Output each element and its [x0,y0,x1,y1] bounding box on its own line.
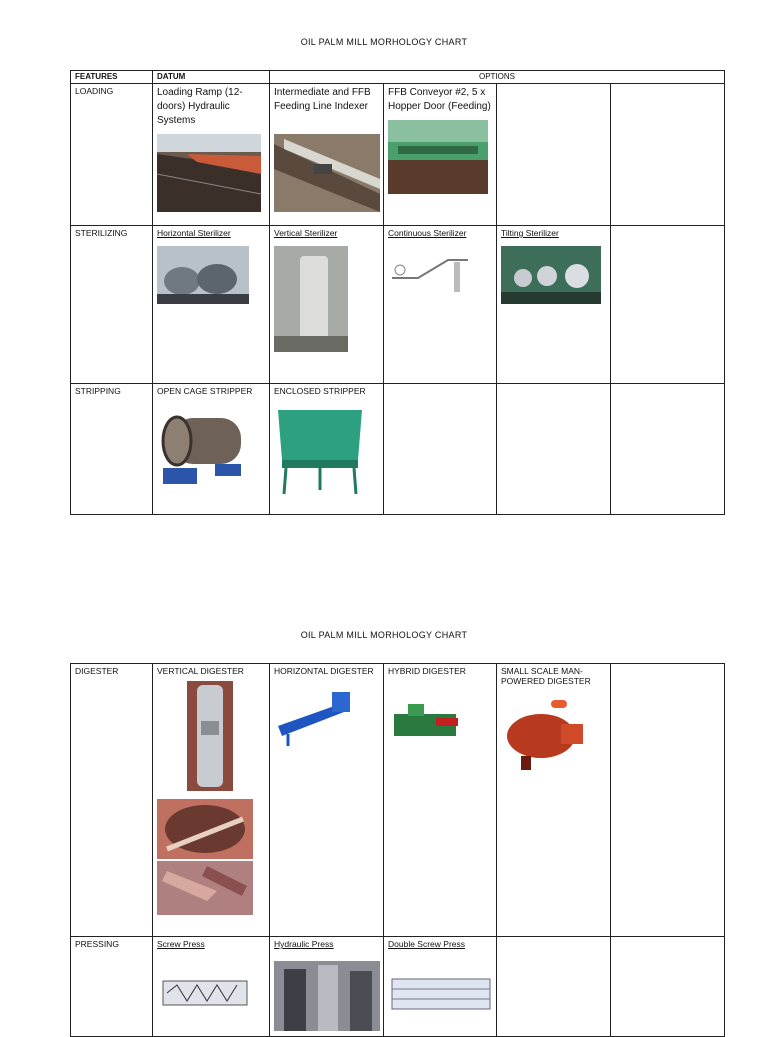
option-cell [611,937,725,1037]
option-cell [270,937,384,1037]
option-cell [384,937,497,1037]
option-cell [384,226,497,384]
option-cell [497,937,611,1037]
option-label: HORIZONTAL DIGESTER [274,666,374,676]
option-label: OPEN CAGE STRIPPER [157,386,253,396]
option-cell [497,84,611,226]
option-label: Horizontal Sterilizer [157,228,231,238]
header-options: OPTIONS [270,71,725,84]
option-label: HYBRID DIGESTER [388,666,466,676]
option-cell [153,937,270,1037]
option-cell [384,84,497,226]
feature-label: STERILIZING [71,226,153,384]
option-cell [384,384,497,515]
hydraulic-press-photo [274,961,380,1031]
option-cell [270,664,384,937]
option-label: ENCLOSED STRIPPER [274,386,366,396]
double-screw-press-diagram [388,971,494,1031]
table-row [71,226,725,384]
option-cell [611,664,725,937]
feature-label: DIGESTER [71,664,153,937]
option-cell [611,84,725,226]
horizontal-digester-photo [274,686,358,750]
option-cell [611,384,725,515]
option-cell [153,664,270,937]
morphology-table-2 [70,663,725,1037]
option-cell [270,384,384,515]
option-cell [270,84,384,226]
header-datum: DATUM [153,71,270,84]
option-cell [153,226,270,384]
hybrid-digester-photo [388,700,462,744]
option-label: Vertical Sterilizer [274,228,338,238]
morphology-table-1 [70,70,725,515]
option-label: Intermediate and FFB Feeding Line Indexer [274,87,371,112]
table-row [71,937,725,1037]
ffb-conveyor-photo [388,120,488,194]
option-cell [153,84,270,226]
vertical-sterilizer-photo [274,246,348,352]
feature-label: STRIPPING [71,384,153,515]
digester-blades-photo [157,861,253,915]
header-features: FEATURES [71,71,153,84]
page-title: OIL PALM MILL MORHOLOGY CHART [300,37,468,47]
loading-ramp-photo [157,134,261,212]
option-label: Loading Ramp (12-doors) Hydraulic Systems [157,87,243,126]
option-cell [497,664,611,937]
horizontal-sterilizer-photo [157,246,249,304]
continuous-sterilizer-diagram [388,248,484,304]
option-label: Continuous Sterilizer [388,228,467,238]
enclosed-stripper-photo [274,406,366,496]
option-cell [497,226,611,384]
option-cell [384,664,497,937]
page-title-2: OIL PALM MILL MORHOLOGY CHART [300,630,468,640]
indexer-photo [274,134,380,212]
option-label: Double Screw Press [388,939,466,949]
table-row [71,384,725,515]
option-cell [611,226,725,384]
option-label: SMALL SCALE MAN-POWERED DIGESTER [501,666,591,686]
screw-press-diagram [157,971,253,1031]
table-row [71,664,725,937]
feature-label: LOADING [71,84,153,226]
option-cell [153,384,270,515]
man-powered-digester-photo [501,696,591,772]
option-label: Screw Press [157,939,205,949]
table-row [71,84,725,226]
option-label: FFB Conveyor #2, 5 x Hopper Door (Feeding) [388,87,491,112]
vertical-digester-photo [187,681,233,791]
option-cell [497,384,611,515]
option-label: Hydraulic Press [274,939,334,949]
digester-interior-photo [157,799,253,859]
feature-label: PRESSING [71,937,153,1037]
option-cell [270,226,384,384]
option-label: Tilting Sterilizer [501,228,559,238]
tilting-sterilizer-photo [501,246,601,304]
option-label: VERTICAL DIGESTER [157,666,244,676]
open-cage-stripper-photo [157,408,243,492]
